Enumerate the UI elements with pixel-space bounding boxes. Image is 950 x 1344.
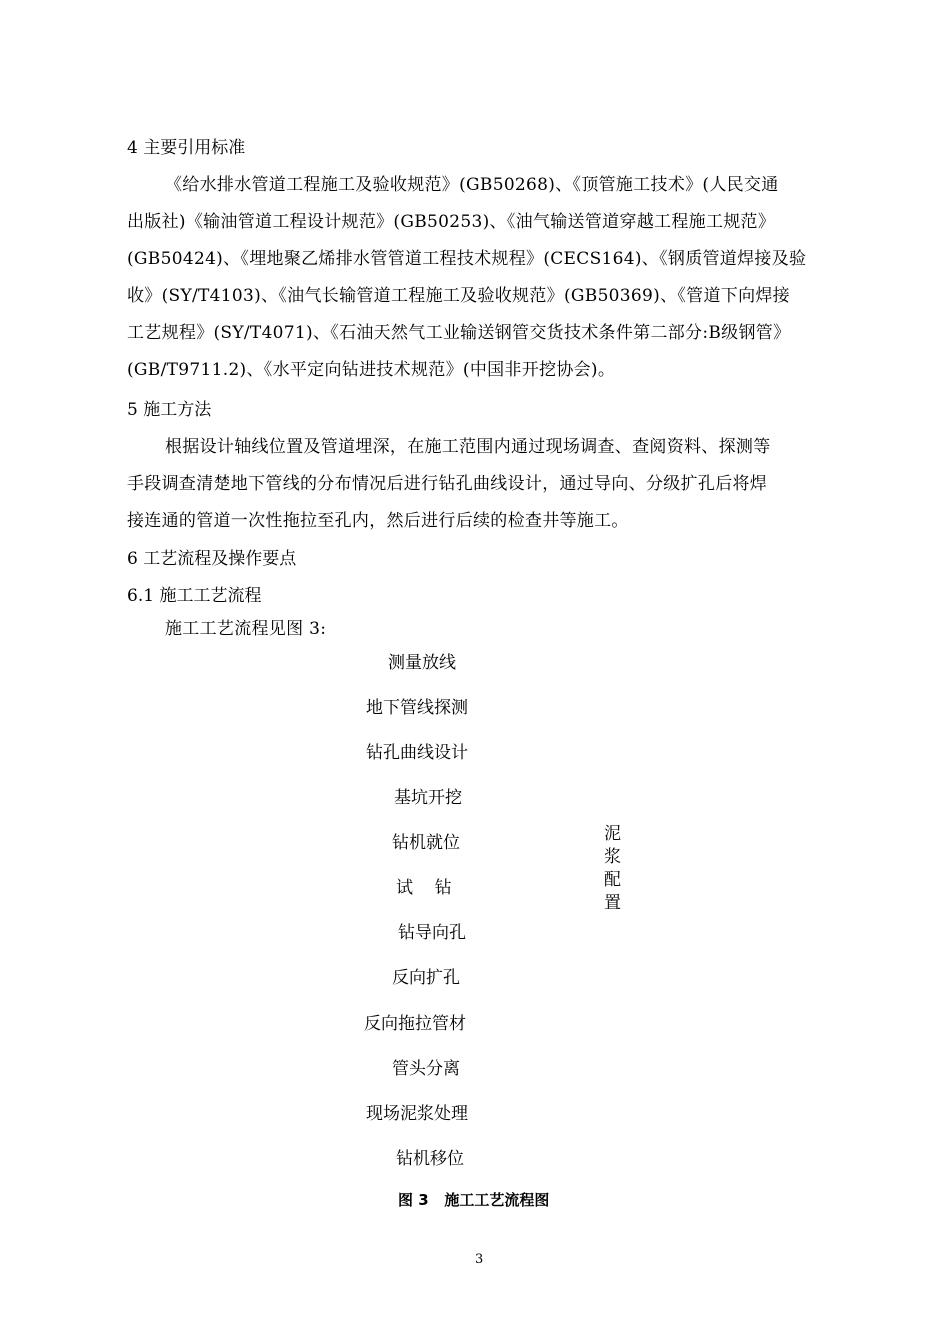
side-label-char: 泥 bbox=[604, 824, 621, 844]
section-6-1-heading: 6.1 施工工艺流程 bbox=[127, 586, 262, 606]
flowchart-intro: 施工工艺流程见图 3: bbox=[165, 619, 327, 639]
flow-step: 试 钻 bbox=[396, 878, 452, 898]
section-5-heading: 5 施工方法 bbox=[127, 400, 212, 420]
section-4-line-5: 工艺规程》(SY/T4071)、《石油天然气工业输送钢管交货技术条件第二部分:B级钢管》 bbox=[127, 323, 791, 343]
section-4-line-1: 《给水排水管道工程施工及验收规范》(GB50268)、《顶管施工技术》(人民交通 bbox=[165, 175, 779, 195]
section-6-heading: 6 工艺流程及操作要点 bbox=[127, 549, 297, 569]
flow-step: 钻机移位 bbox=[396, 1149, 464, 1169]
flow-step: 钻机就位 bbox=[392, 833, 460, 853]
side-label-char: 置 bbox=[604, 893, 621, 913]
flow-step: 测量放线 bbox=[388, 653, 456, 673]
section-4-heading: 4 主要引用标准 bbox=[127, 138, 246, 158]
flow-step: 基坑开挖 bbox=[394, 788, 462, 808]
flow-step: 钻孔曲线设计 bbox=[366, 743, 468, 763]
side-label-char: 配 bbox=[604, 870, 621, 890]
section-4-line-2: 出版社)《输油管道工程设计规范》(GB50253)、《油气输送管道穿越工程施工规范》 bbox=[127, 212, 776, 232]
section-4-line-3: (GB50424)、《埋地聚乙烯排水管管道工程技术规程》(CECS164)、《钢质管道焊接及验 bbox=[127, 249, 807, 269]
section-5-line-3: 接连通的管道一次性拖拉至孔内，然后进行后续的检查井等施工。 bbox=[127, 511, 629, 531]
flow-step: 现场泥浆处理 bbox=[366, 1104, 468, 1124]
flow-step: 反向拖拉管材 bbox=[364, 1014, 466, 1034]
figure-caption: 图 3 施工工艺流程图 bbox=[398, 1191, 550, 1209]
side-label-char: 浆 bbox=[604, 847, 621, 867]
flow-step: 反向扩孔 bbox=[392, 968, 460, 988]
section-5-line-2: 手段调查清楚地下管线的分布情况后进行钻孔曲线设计，通过导向、分级扩孔后将焊 bbox=[127, 474, 768, 494]
section-4-line-4: 收》(SY/T4103)、《油气长输管道工程施工及验收规范》(GB50369)、《管道下向焊接 bbox=[127, 286, 790, 306]
flow-step: 地下管线探测 bbox=[366, 698, 468, 718]
flow-step: 钻导向孔 bbox=[398, 923, 466, 943]
page-number: 3 bbox=[475, 1252, 484, 1267]
section-4-line-6: (GB/T9711.2)、《水平定向钻进技术规范》(中国非开挖协会)。 bbox=[127, 360, 616, 380]
section-5-line-1: 根据设计轴线位置及管道埋深，在施工范围内通过现场调查、查阅资料、探测等 bbox=[165, 437, 771, 457]
flow-step: 管头分离 bbox=[392, 1059, 460, 1079]
